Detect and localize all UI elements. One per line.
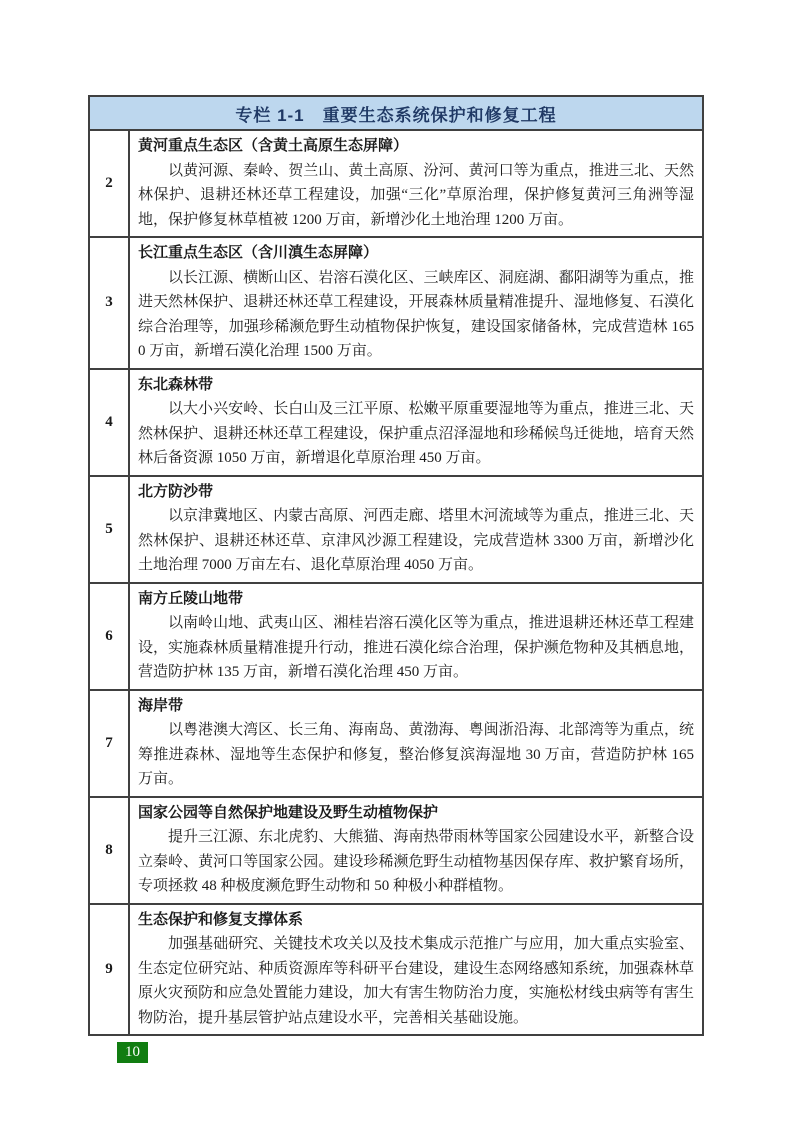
row-number: 6 — [90, 584, 130, 689]
row-content — [130, 584, 702, 689]
row-heading: 东北森林带 — [138, 375, 214, 393]
row-heading: 国家公园等自然保护地建设及野生动植物保护 — [138, 803, 439, 821]
row-body-text: 以粤港澳大湾区、长三角、海南岛、黄渤海、粤闽浙沿海、北部湾等为重点，统筹推进森林、湿地等生态保护和修复，整治修复滨海湿地 30 万亩，营造防护林 165 万亩。 — [138, 722, 694, 787]
table-row — [90, 131, 702, 238]
row-body-text: 以黄河源、秦岭、贺兰山、黄土高原、汾河、黄河口等为重点，推进三北、天然林保护、退耕还林还草工程建设，加强“三化”草原治理，保护修复黄河三角洲等湿地，保护修复林草植被 1200 万亩，新增沙化土地治理 1200 万亩。 — [138, 162, 694, 228]
row-body-text: 以南岭山地、武夷山区、湘桂岩溶石漠化区等为重点，推进退耕还林还草工程建设，实施森林质量精准提升行动，推进石漠化综合治理，保护濒危物种及其栖息地，营造防护林 135 万亩，新增石漠化治理 450 万亩。 — [138, 615, 694, 680]
row-body-text: 提升三江源、东北虎豹、大熊猫、海南热带雨林等国家公园建设水平，新整合设立秦岭、黄河口等国家公园。建设珍稀濒危野生动植物基因保存库、救护繁育场所，专项拯救 48 种极度濒危野生动物和 50 种极小种群植物。 — [138, 829, 694, 894]
row-heading: 黄河重点生态区（含黄土高原生态屏障） — [138, 137, 409, 154]
row-heading: 长江重点生态区（含川滇生态屏障） — [138, 244, 379, 261]
row-number: 9 — [90, 905, 130, 1035]
row-content — [130, 905, 702, 1035]
row-body-text: 加强基础研究、关键技术攻关以及技术集成示范推广与应用，加大重点实验室、生态定位研究站、种质资源库等科研平台建设，建设生态网络感知系统，加强森林草原火灾预防和应急处置能力建设，加大有害生物防治力度，实施松材线虫病等有害生物防治，提升基层管护站点建设水平，完善相关基础设施。 — [138, 936, 694, 1026]
table-row — [90, 370, 702, 477]
row-number: 2 — [90, 131, 130, 236]
row-heading: 北方防沙带 — [138, 482, 214, 500]
row-content — [130, 238, 702, 368]
page-number-badge: 10 — [117, 1042, 148, 1063]
row-number: 5 — [90, 477, 130, 582]
row-heading: 生态保护和修复支撑体系 — [138, 910, 304, 928]
table-row — [90, 477, 702, 584]
project-table — [88, 95, 704, 1036]
row-body-text: 以大小兴安岭、长白山及三江平原、松嫩平原重要湿地等为重点，推进三北、天然林保护、退耕还林还草工程建设，保护重点沼泽湿地和珍稀候鸟迁徙地，培育天然林后备资源 1050 万亩，新增退化草原治理 450 万亩。 — [138, 401, 694, 466]
table-row — [90, 584, 702, 691]
row-content — [130, 131, 702, 236]
row-number: 3 — [90, 238, 130, 368]
table-row — [90, 691, 702, 798]
row-body-text: 以长江源、横断山区、岩溶石漠化区、三峡库区、洞庭湖、鄱阳湖等为重点，推进天然林保护、退耕还林还草工程建设，开展森林质量精准提升、湿地修复、石漠化综合治理等，加强珍稀濒危野生动植物保护恢复，建设国家储备林，完成营造林 1650 万亩，新增石漠化治理 1500 万亩。 — [138, 269, 694, 359]
table-row — [90, 905, 702, 1035]
row-content — [130, 798, 702, 903]
row-heading: 海岸带 — [138, 696, 184, 714]
row-number: 7 — [90, 691, 130, 796]
table-row — [90, 798, 702, 905]
row-heading: 南方丘陵山地带 — [138, 589, 244, 607]
row-content — [130, 370, 702, 475]
row-number: 8 — [90, 798, 130, 903]
row-body-text: 以京津冀地区、内蒙古高原、河西走廊、塔里木河流域等为重点，推进三北、天然林保护、退耕还林还草、京津风沙源工程建设，完成营造林 3300 万亩，新增沙化土地治理 7000 万亩左右、退化草原治理 4050 万亩。 — [138, 508, 694, 573]
table-title: 专栏 1-1 重要生态系统保护和修复工程 — [90, 97, 702, 131]
table-row — [90, 238, 702, 370]
row-content — [130, 477, 702, 582]
row-number: 4 — [90, 370, 130, 475]
row-content — [130, 691, 702, 796]
